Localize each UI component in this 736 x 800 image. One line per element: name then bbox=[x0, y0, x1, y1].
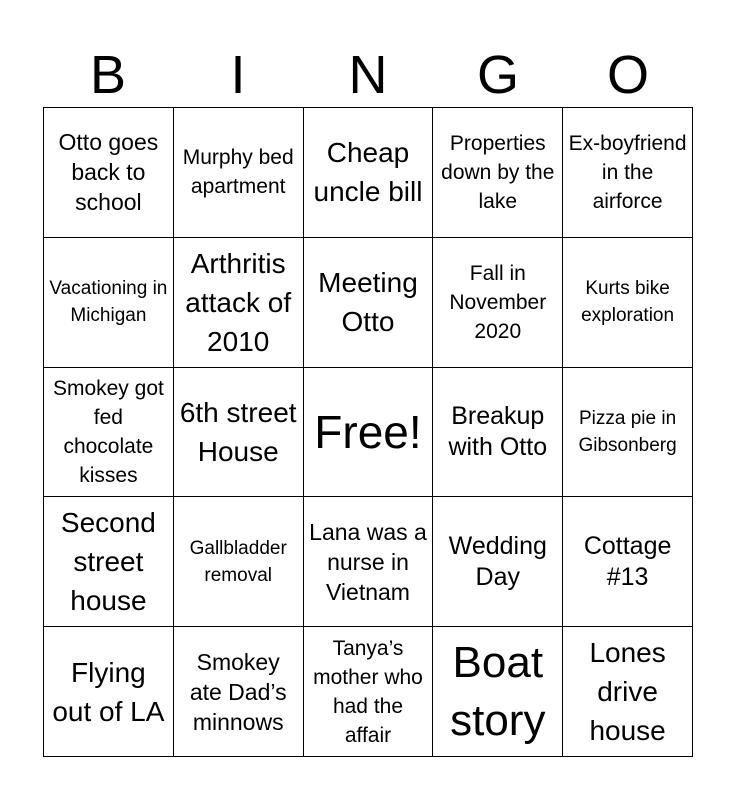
bingo-cell-r2c1[interactable] bbox=[44, 238, 174, 368]
bingo-cell-r2c2[interactable] bbox=[174, 238, 304, 368]
header-letter-g: G bbox=[476, 45, 519, 105]
cell-text: Gallbladder removal bbox=[189, 537, 287, 586]
cell-text: Breakup with Otto bbox=[448, 401, 548, 461]
cell-text: Lana was a nurse in Vietnam bbox=[309, 518, 427, 605]
cell-text: Tanya’s mother who had the affair bbox=[313, 636, 423, 747]
bingo-cell-free[interactable] bbox=[304, 368, 434, 498]
cell-text: Smokey got fed chocolate kisses bbox=[52, 376, 164, 487]
header-letter-n: N bbox=[348, 45, 388, 105]
bingo-cell-r2c3[interactable] bbox=[304, 238, 434, 368]
bingo-cell-r5c3[interactable] bbox=[304, 627, 434, 757]
cell-text: Fall in November 2020 bbox=[449, 261, 547, 343]
bingo-cell-r3c2[interactable] bbox=[174, 368, 304, 498]
bingo-cell-r4c5[interactable] bbox=[563, 497, 693, 627]
bingo-cell-r3c5[interactable] bbox=[563, 368, 693, 498]
cell-text: Second street house bbox=[60, 507, 156, 617]
bingo-cell-r4c2[interactable] bbox=[174, 497, 304, 627]
cell-text: Flying out of LA bbox=[52, 656, 165, 727]
cell-text: Vacationing in Michigan bbox=[49, 278, 168, 327]
bingo-cell-r1c3[interactable] bbox=[304, 108, 434, 238]
cell-text: Cottage #13 bbox=[583, 531, 672, 591]
header-letter-i: I bbox=[230, 45, 246, 105]
bingo-cell-r5c1[interactable] bbox=[44, 627, 174, 757]
bingo-board bbox=[43, 107, 693, 757]
bingo-cell-r1c4[interactable] bbox=[433, 108, 563, 238]
bingo-cell-r4c4[interactable] bbox=[433, 497, 563, 627]
cell-text: Murphy bed apartment bbox=[182, 146, 294, 199]
bingo-cell-r3c1[interactable] bbox=[44, 368, 174, 498]
bingo-cell-r4c1[interactable] bbox=[44, 497, 174, 627]
cell-text: Properties down by the lake bbox=[441, 131, 555, 213]
cell-text: Otto goes back to school bbox=[58, 129, 159, 216]
cell-text: Arthritis attack of 2010 bbox=[185, 247, 292, 357]
cell-text: Ex-boyfriend in the airforce bbox=[568, 131, 687, 213]
cell-text: Lones drive house bbox=[589, 637, 666, 747]
header-letter-b: B bbox=[89, 45, 127, 105]
bingo-cell-r5c4[interactable] bbox=[433, 627, 563, 757]
header-letter-o: O bbox=[606, 45, 649, 105]
bingo-cell-r2c4[interactable] bbox=[433, 238, 563, 368]
cell-text: Kurts bike exploration bbox=[581, 278, 675, 327]
cell-text: 6th street House bbox=[179, 396, 297, 467]
bingo-cell-r4c3[interactable] bbox=[304, 497, 434, 627]
cell-text: Wedding Day bbox=[448, 531, 547, 591]
bingo-cell-r3c4[interactable] bbox=[433, 368, 563, 498]
free-space-text: Free! bbox=[314, 405, 422, 458]
bingo-cell-r5c2[interactable] bbox=[174, 627, 304, 757]
cell-text: Pizza pie in Gibsonberg bbox=[578, 407, 677, 456]
cell-text: Boat story bbox=[450, 637, 546, 745]
bingo-cell-r2c5[interactable] bbox=[563, 238, 693, 368]
cell-text: Cheap uncle bill bbox=[313, 137, 423, 208]
bingo-cell-r1c5[interactable] bbox=[563, 108, 693, 238]
bingo-cell-r5c5[interactable] bbox=[563, 627, 693, 757]
bingo-cell-r1c1[interactable] bbox=[44, 108, 174, 238]
cell-text: Smokey ate Dad’s minnows bbox=[189, 648, 287, 735]
bingo-cell-r1c2[interactable] bbox=[174, 108, 304, 238]
bingo-header bbox=[43, 42, 693, 108]
cell-text: Meeting Otto bbox=[318, 267, 418, 338]
